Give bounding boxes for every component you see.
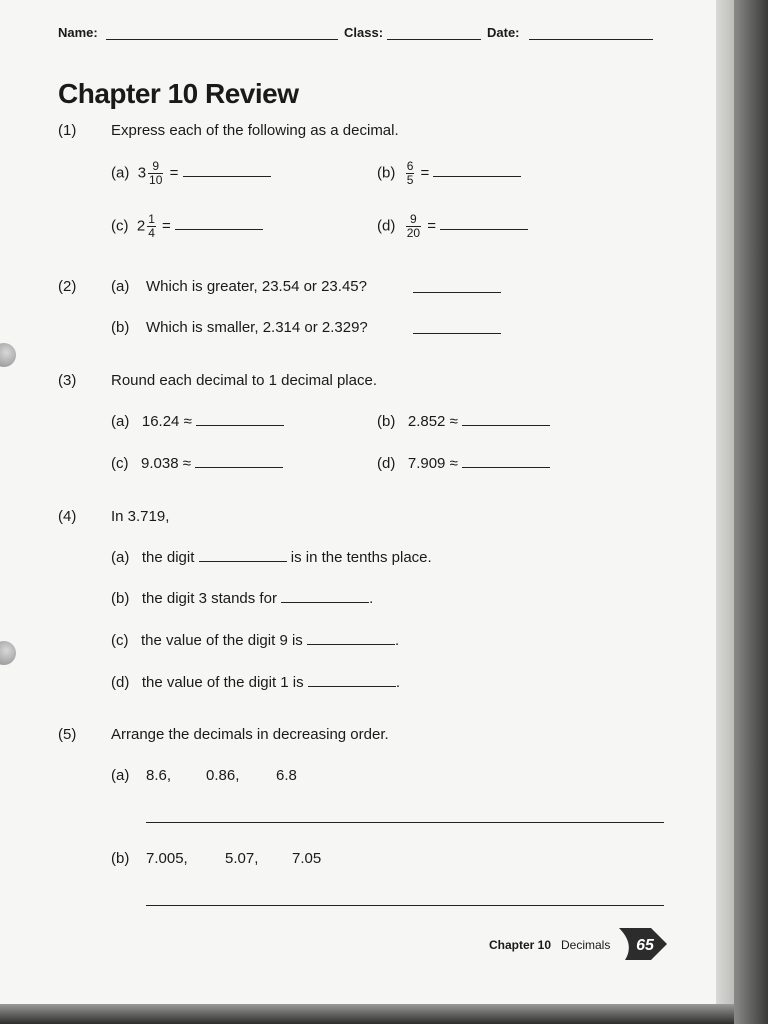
page-number: 65: [636, 937, 654, 954]
equals-sign: =: [420, 164, 430, 182]
name-field[interactable]: [106, 39, 338, 40]
equals-sign: =: [427, 217, 436, 235]
equals-sign: =: [169, 164, 179, 182]
answer-blank[interactable]: [308, 686, 396, 687]
denominator: 10: [149, 173, 163, 187]
question-number: (4): [58, 508, 77, 525]
date-label: Date:: [487, 25, 520, 40]
decimal-value: 8.6,: [146, 767, 172, 784]
item-text: .: [369, 590, 374, 607]
q3b-item: [377, 413, 550, 430]
denominator: 20: [406, 226, 421, 240]
item-label: (a): [111, 164, 130, 182]
item-text: 7.909 ≈: [407, 455, 458, 472]
answer-blank[interactable]: [462, 467, 550, 468]
q3a-item: [111, 413, 284, 430]
item-label: (c): [111, 632, 129, 649]
q4b-item: [111, 590, 373, 607]
question-text: Round each decimal to 1 decimal place.: [111, 372, 377, 389]
item-label: (c): [111, 455, 129, 472]
question-text: Which is greater, 23.54 or 23.45?: [146, 278, 367, 295]
q1b-item: [377, 160, 521, 187]
page-bottom-shadow: [0, 1004, 734, 1024]
answer-blank[interactable]: [183, 176, 271, 177]
equals-sign: =: [162, 217, 171, 235]
class-label: Class:: [344, 25, 384, 40]
q3c-item: [111, 455, 283, 472]
class-field[interactable]: [387, 39, 481, 40]
answer-blank[interactable]: [195, 467, 283, 468]
answer-blank[interactable]: [413, 333, 501, 334]
fraction: [406, 213, 421, 240]
whole-number: 3: [137, 164, 147, 182]
item-label: (a): [111, 413, 130, 430]
denominator: 5: [406, 173, 414, 187]
question-number: (1): [58, 122, 77, 139]
item-label: (c): [111, 217, 129, 235]
question-number: (5): [58, 726, 77, 743]
item-label: (d): [377, 455, 396, 472]
answer-blank[interactable]: [307, 644, 395, 645]
q3d-item: [377, 455, 550, 472]
answer-blank[interactable]: [433, 176, 521, 177]
denominator: 4: [148, 226, 155, 240]
whole-number: 2: [136, 217, 146, 235]
item-label: (b): [111, 590, 130, 607]
footer-topic: Decimals: [561, 938, 611, 952]
item-label: (b): [377, 164, 396, 182]
answer-blank[interactable]: [199, 561, 287, 562]
item-label: (d): [377, 217, 396, 235]
item-label: (a): [111, 549, 130, 566]
page-title: Chapter 10 Review: [58, 78, 299, 109]
answer-line[interactable]: [146, 822, 664, 823]
decimal-value: 6.8: [276, 767, 297, 784]
page-number-arrow-icon: [617, 924, 669, 964]
q4c-item: [111, 632, 399, 649]
answer-blank[interactable]: [413, 292, 501, 293]
q4d-item: [111, 674, 400, 691]
date-field[interactable]: [529, 39, 653, 40]
question-text: Which is smaller, 2.314 or 2.329?: [146, 319, 368, 336]
decimal-value: 7.005,: [146, 850, 188, 867]
decimal-value: 5.07,: [225, 850, 259, 867]
answer-blank[interactable]: [281, 602, 369, 603]
answer-blank[interactable]: [440, 229, 528, 230]
item-label: (b): [377, 413, 396, 430]
item-text: 16.24 ≈: [141, 413, 192, 430]
item-label: (a): [111, 278, 130, 295]
item-text: the digit 3 stands for: [141, 590, 277, 607]
item-text: the digit: [141, 549, 195, 566]
answer-blank[interactable]: [462, 425, 550, 426]
answer-blank[interactable]: [196, 425, 284, 426]
decimal-value: 7.05: [292, 850, 322, 867]
answer-blank[interactable]: [175, 229, 263, 230]
item-label: (b): [111, 319, 130, 336]
page-stack-shadow: [734, 0, 768, 1024]
item-label: (a): [111, 767, 130, 784]
question-number: (3): [58, 372, 77, 389]
q1c-item: [111, 213, 263, 240]
question-text: In 3.719,: [111, 508, 170, 525]
fraction: [406, 160, 415, 187]
numerator: 9: [148, 160, 163, 174]
numerator: 9: [406, 213, 421, 227]
item-text: the value of the digit 1 is: [141, 674, 304, 691]
fraction: [148, 160, 163, 187]
item-text: .: [395, 674, 400, 691]
page-edge: [716, 0, 734, 1010]
name-label: Name:: [58, 25, 98, 40]
item-label: (b): [111, 850, 130, 867]
item-text: is in the tenths place.: [290, 549, 432, 566]
q1a-item: [111, 160, 271, 187]
question-text: Arrange the decimals in decreasing order.: [111, 726, 389, 743]
q1d-item: [377, 213, 528, 240]
item-text: 2.852 ≈: [407, 413, 458, 430]
numerator: 6: [406, 159, 414, 173]
item-text: 9.038 ≈: [141, 455, 191, 472]
fraction: [147, 213, 156, 240]
q4a-item: [111, 549, 432, 566]
footer-chapter: Chapter 10: [489, 938, 552, 952]
question-number: (2): [58, 278, 77, 295]
item-text: .: [394, 632, 400, 649]
decimal-value: 0.86,: [206, 767, 240, 784]
answer-line[interactable]: [146, 905, 664, 906]
item-label: (d): [111, 674, 130, 691]
question-text: Express each of the following as a decimal.: [111, 122, 399, 139]
item-text: the value of the digit 9 is: [141, 632, 303, 649]
numerator: 1: [148, 212, 155, 226]
